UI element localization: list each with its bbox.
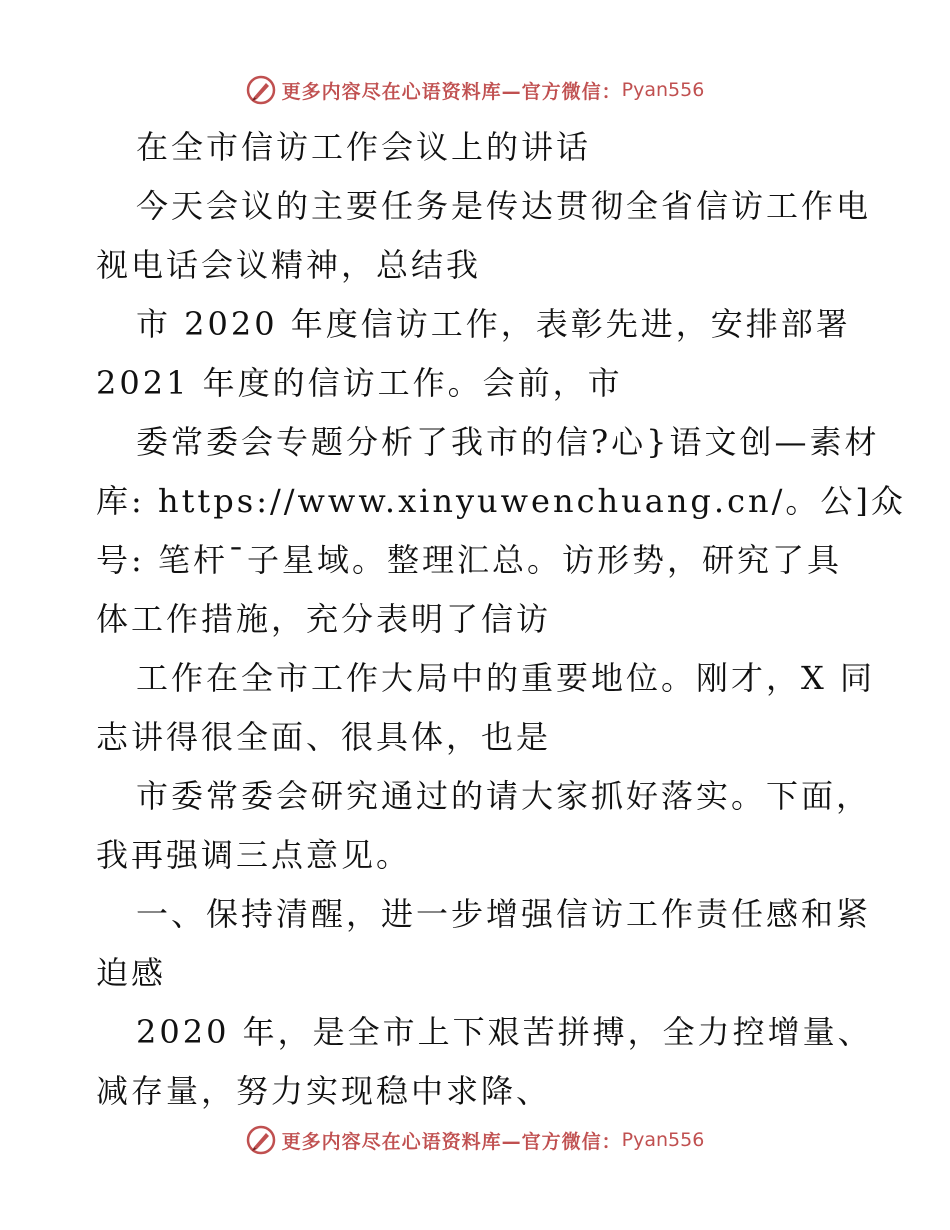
text-line: 号: 笔杆¯子星域。整理汇总。访形势，研究了具	[96, 541, 842, 579]
text-line: 一、保持清醒，进一步增强信访工作责任感和紧	[136, 895, 872, 933]
pen-logo-icon	[246, 1125, 276, 1155]
document-body	[96, 124, 906, 1127]
text-line: 视电话会议精神，总结我	[96, 246, 482, 284]
text-line: 2020 年，是全市上下艰苦拼搏，全力控增量、	[136, 1013, 873, 1051]
text-line: 我再强调三点意见。	[96, 836, 412, 874]
footer-banner	[0, 1120, 950, 1160]
text-line: 委常委会专题分析了我市的信?心}语文创—素材	[136, 423, 880, 461]
text-line: 市委常委会研究通过的请大家抓好落实。下面，	[136, 777, 872, 815]
text-line: 减存量，努力实现稳中求降、	[96, 1072, 552, 1110]
header-banner-text: 更多内容尽在心语资料库—官方微信：	[281, 80, 622, 103]
header-banner	[0, 70, 950, 110]
text-line: 2021 年度的信访工作。会前，市	[96, 364, 623, 402]
text-line: 库: https://www.xinyuwenchuang.cn/。公]众	[96, 482, 906, 520]
footer-banner-id: Pyan556	[621, 1129, 705, 1151]
pen-logo-icon	[246, 75, 276, 105]
text-line: 工作在全市工作大局中的重要地位。刚才，X 同	[136, 659, 875, 697]
text-line: 市 2020 年度信访工作，表彰先进，安排部署	[136, 305, 851, 343]
header-banner-id: Pyan556	[621, 79, 705, 101]
text-line: 在全市信访工作会议上的讲话	[136, 128, 592, 166]
text-line: 今天会议的主要任务是传达贯彻全省信访工作电	[136, 187, 872, 225]
footer-banner-text: 更多内容尽在心语资料库—官方微信：	[281, 1130, 622, 1153]
text-line: 志讲得很全面、很具体，也是	[96, 718, 552, 756]
text-line: 体工作措施，充分表明了信访	[96, 600, 552, 638]
text-line: 迫感	[96, 954, 167, 992]
